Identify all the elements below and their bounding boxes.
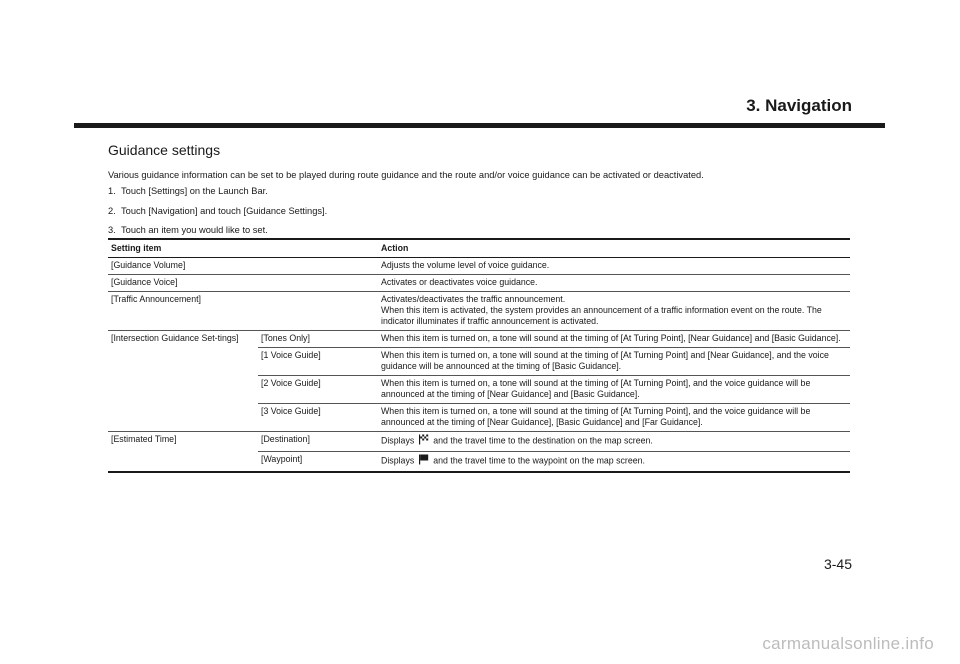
header-action: Action	[378, 239, 850, 258]
watermark: carmanualsonline.info	[762, 634, 934, 653]
step-item: 3. Touch an item you would like to set.	[108, 225, 268, 235]
chapter-title: 3. Navigation	[746, 96, 852, 115]
table-row	[108, 331, 850, 348]
setting-item-cell: [Guidance Volume]	[108, 258, 378, 275]
table-row	[108, 275, 850, 292]
action-cell: Displays and the travel time to the destination on the map screen.	[378, 432, 850, 452]
setting-item-cell: [Guidance Voice]	[108, 275, 378, 292]
section-title: Guidance settings	[108, 142, 221, 158]
table-row	[108, 432, 850, 452]
intro-paragraph: Various guidance information can be set to be played during route guidance and the route and/or voice guidance can be activated or deactivated.	[108, 170, 704, 180]
action-cell: When this item is turned on, a tone will sound at the timing of [At Turing Point], [Near Guidance] and [Basic Guidance].	[378, 331, 850, 348]
action-cell	[378, 292, 850, 331]
step-item: 2. Touch [Navigation] and touch [Guidance Settings].	[108, 205, 328, 216]
option-cell: [2 Voice Guide]	[258, 376, 378, 404]
action-cell: Displays and the travel time to the waypoint on the map screen.	[378, 452, 850, 473]
table-row	[108, 258, 850, 275]
action-line: Activates/deactivates the traffic announcement.	[381, 294, 566, 304]
waypoint-flag-icon	[418, 454, 429, 468]
action-cell: When this item is turned on, a tone will sound at the timing of [At Turning Point], and the voice guidance will be announced at the timing of [Near Guidance], [Basic Guidance] and [Far Guidance].	[378, 404, 850, 432]
step-list	[108, 185, 327, 244]
setting-item-cell: [Intersection Guidance Set-tings]	[108, 331, 258, 432]
table-header-row	[108, 239, 850, 258]
header-setting-item: Setting item	[108, 239, 378, 258]
action-cell: Activates or deactivates voice guidance.	[378, 275, 850, 292]
option-cell: [1 Voice Guide]	[258, 348, 378, 376]
settings-table	[108, 238, 850, 473]
action-line: When this item is activated, the system provides an announcement of a traffic information event on the route. The indicator illuminates if traffic announcement is activated.	[381, 305, 822, 326]
destination-flag-icon	[418, 434, 429, 448]
header-rule	[74, 123, 885, 128]
table-row	[108, 292, 850, 331]
option-cell: [Waypoint]	[258, 452, 378, 473]
action-cell: When this item is turned on, a tone will sound at the timing of [At Turning Point] and [Near Guidance], and the voice guidance will be announced at the timing of [Basic Guidance].	[378, 348, 850, 376]
action-cell: Adjusts the volume level of voice guidance.	[378, 258, 850, 275]
step-item: 1. Touch [Settings] on the Launch Bar.	[108, 186, 268, 196]
option-cell: [3 Voice Guide]	[258, 404, 378, 432]
page-number: 3-45	[823, 556, 852, 572]
setting-item-cell: [Traffic Announcement]	[108, 292, 378, 331]
action-cell: When this item is turned on, a tone will sound at the timing of [At Turning Point], and the voice guidance will be announced at the timing of [Near Guidance] and [Basic Guidance].	[378, 376, 850, 404]
setting-item-cell: [Estimated Time]	[108, 432, 258, 473]
option-cell: [Tones Only]	[258, 331, 378, 348]
option-cell: [Destination]	[258, 432, 378, 452]
